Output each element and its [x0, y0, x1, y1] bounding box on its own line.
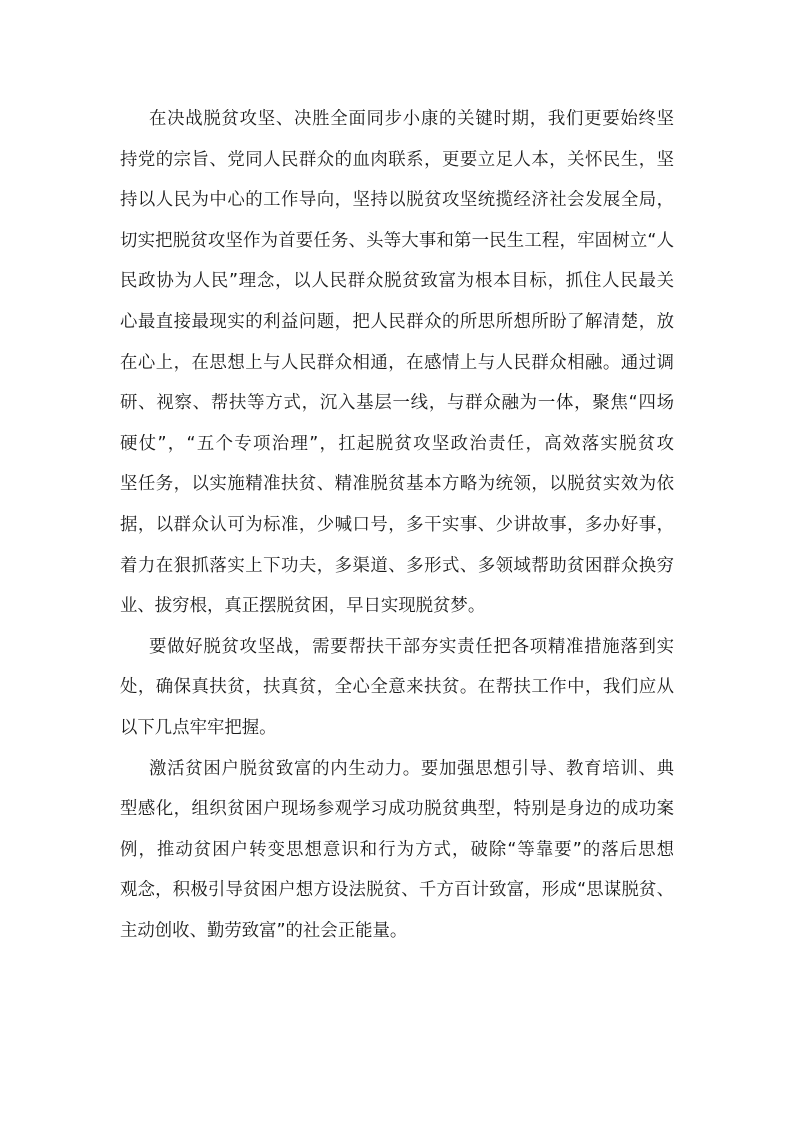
paragraph-1 [120, 99, 674, 627]
text-line: 切实把脱贫攻坚作为首要任务、头等大事和第一民生工程，牢固树立“人 [120, 230, 674, 251]
text-line: 据，以群众认可为标准，少喊口号，多干实事、少讲故事，多办好事， [120, 514, 674, 535]
text-line: 研、视察、帮扶等方式，沉入基层一线，与群众融为一体，聚焦“四场 [120, 393, 674, 414]
text-line: 激活贫困户脱贫致富的内生动力。要加强思想引导、教育培训、典 [149, 758, 674, 779]
text-line: 要做好脱贫攻坚战，需要帮扶干部夯实责任把各项精准措施落到实 [149, 636, 674, 657]
paragraph-3 [120, 749, 674, 952]
text-line: 在决战脱贫攻坚、决胜全面同步小康的关键时期，我们更要始终坚 [149, 109, 674, 129]
text-line: 持党的宗旨、党同人民群众的血肉联系，更要立足人本，关怀民生，坚 [120, 149, 674, 170]
text-line: 业、拔穷根，真正摆脱贫困，早日实现脱贫梦。 [120, 596, 486, 617]
text-line: 观念，积极引导贫困户想方设法脱贫、千方百计致富，形成“思谋脱贫、 [120, 880, 674, 901]
text-line: 硬仗”，“五个专项治理”，扛起脱贫攻坚政治责任，高效落实脱贫攻 [120, 433, 674, 454]
text-line: 处，确保真扶贫，扶真贫，全心全意来扶贫。在帮扶工作中，我们应从 [120, 677, 674, 698]
document-body [120, 99, 674, 951]
text-line: 在心上，在思想上与人民群众相通，在感情上与人民群众相融。通过调 [120, 352, 674, 373]
paragraph-2 [120, 627, 674, 749]
text-line: 坚任务，以实施精准扶贫、精准脱贫基本方略为统领，以脱贫实效为依 [120, 474, 674, 495]
text-line: 例，推动贫困户转变思想意识和行为方式，破除“等靠要”的落后思想 [120, 839, 674, 860]
text-line: 型感化，组织贫困户现场参观学习成功脱贫典型，特别是身边的成功案 [120, 799, 674, 820]
text-line: 持以人民为中心的工作导向，坚持以脱贫攻坚统揽经济社会发展全局， [120, 190, 674, 211]
text-line: 民政协为人民”理念，以人民群众脱贫致富为根本目标，抓住人民最关 [120, 271, 674, 292]
text-line: 着力在狠抓落实上下功夫，多渠道、多形式、多领域帮助贫困群众换穷 [120, 555, 674, 576]
text-line: 以下几点牢牢把握。 [120, 717, 277, 738]
text-line: 心最直接最现实的利益问题，把人民群众的所思所想所盼了解清楚，放 [120, 311, 674, 332]
text-line: 主动创收、勤劳致富”的社会正能量。 [120, 920, 408, 941]
